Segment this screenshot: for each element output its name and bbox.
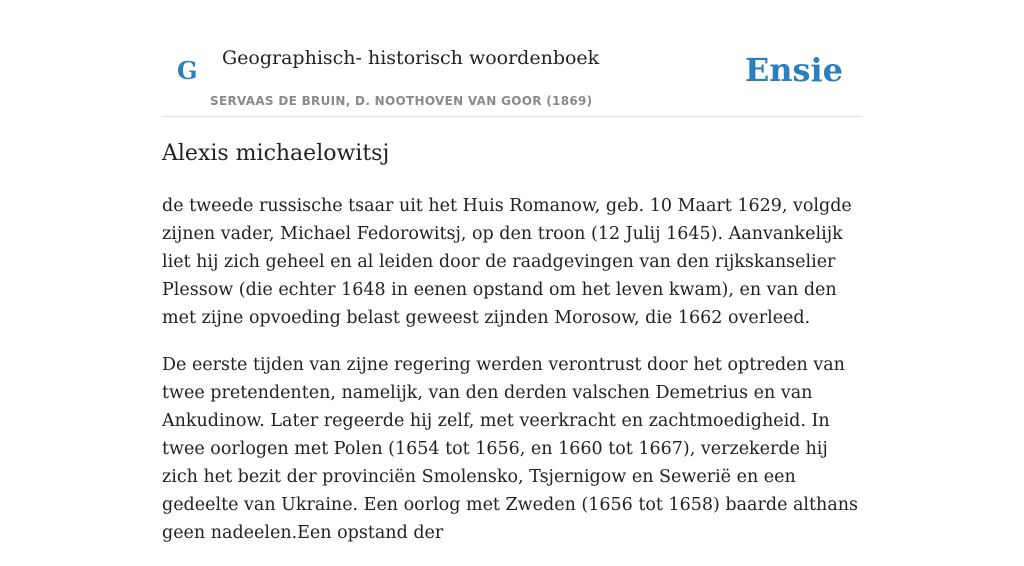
book-author: SERVAAS DE BRUIN, D. NOOTHOVEN VAN GOOR (1869) [210,94,593,108]
book-title[interactable]: Geographisch- historisch woordenboek [222,47,600,69]
entry-paragraph: de tweede russische tsaar uit het Huis Romanow, geb. 10 Maart 1629, volgde zijnen vader, Michael Fedorowitsj, op den troon (12 Julij 1645). Aanvankelijk liet hij zich geheel en al leiden door de raadgevingen van den rijkskanselier Plessow (die echter 1648 in eenen opstand om het leven kwam), en van den met zijne opvoeding belast geweest zijnden Morosow, die 1662 overleed. [162,196,852,328]
entry-body [162,192,866,566]
entry-paragraph: De eerste tijden van zijne regering werden verontrust door het optreden van twee pretendenten, namelijk, van den derden valschen Demetrius en van Ankudinow. Later regeerde hij zelf, met veerkracht en zachtmoedigheid. In twee oorlogen met Polen (1654 tot 1656, en 1660 tot 1667), verzekerde hij zich het bezit der provinciën Smolensko, Tsjernigow en Seweriё en een gedeelte van Ukraine. Een oorlog met Zweden (1656 tot 1658) baarde althans geen nadeelen.Een opstand der [162,355,859,543]
book-logo[interactable]: G [177,56,198,85]
header [162,0,862,117]
brand-logo[interactable]: Ensie [744,51,843,89]
entry-title: Alexis michaelowitsj [162,141,390,166]
